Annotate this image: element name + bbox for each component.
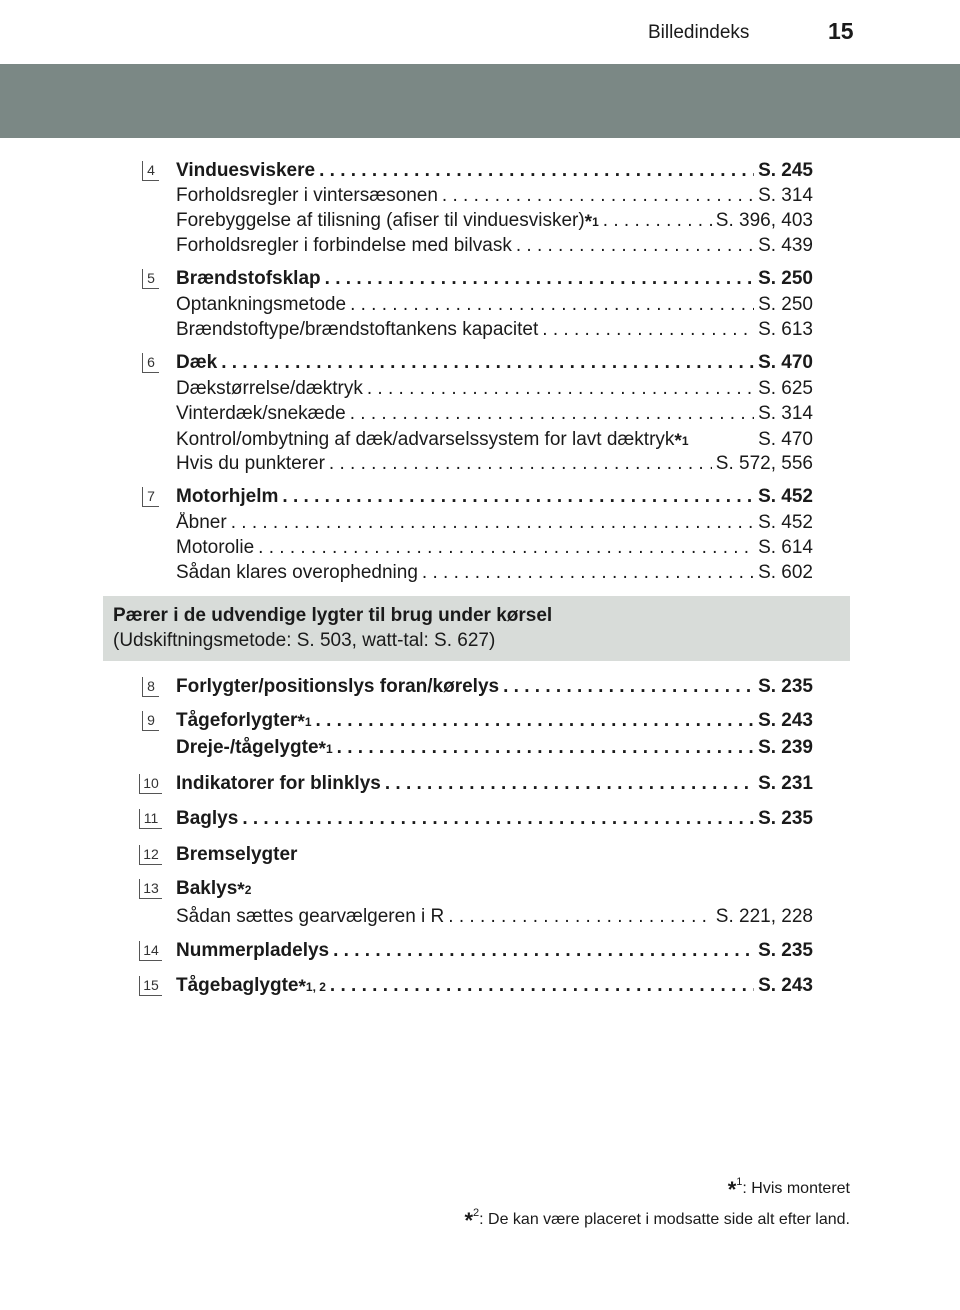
- index-entry: [176, 160, 813, 184]
- index-entry: [176, 975, 813, 999]
- callout-number: 11: [139, 809, 162, 829]
- index-entry: [176, 808, 813, 832]
- callout-number: 9: [142, 711, 159, 731]
- entry-text: Brændstoftype/brændstoftankens kapacitet: [176, 319, 539, 340]
- page-reference[interactable]: S. 243: [758, 710, 813, 731]
- dot-leader: [316, 710, 755, 732]
- footnote-star: *: [464, 1208, 474, 1233]
- entry-text: Tågebaglygte: [176, 975, 299, 996]
- callout-number: 13: [139, 879, 162, 899]
- footnote-ref-mark: 1: [304, 715, 312, 729]
- page-header: [0, 0, 960, 138]
- dot-leader: [337, 737, 754, 759]
- entry-text: Hvis du punkterer: [176, 453, 325, 474]
- entry-text: Brændstofsklap: [176, 268, 321, 289]
- footnote-star: *: [298, 977, 306, 998]
- dot-leader: [367, 378, 754, 400]
- footnote-text: : Hvis monteret: [742, 1180, 850, 1197]
- entry-text: Dæk: [176, 352, 218, 373]
- dot-leader: [242, 808, 754, 830]
- page-reference[interactable]: S. 470: [758, 352, 813, 373]
- callout-number: 7: [142, 487, 159, 507]
- dot-leader: [603, 210, 712, 232]
- entry-text: Sådan klares overophedning: [176, 562, 418, 583]
- page-reference[interactable]: S. 239: [758, 737, 813, 758]
- index-subentry: [176, 319, 813, 343]
- footnote-ref-mark: 1, 2: [305, 980, 326, 994]
- entry-text: Dreje-/tågelygte: [176, 737, 319, 758]
- section-banner: [103, 596, 850, 661]
- footnote-ref: [319, 739, 333, 761]
- index-entry: [176, 710, 813, 734]
- entry-text: Sådan sættes gearvælgeren i R: [176, 906, 445, 927]
- entry-text: Indikatorer for blinklys: [176, 773, 381, 794]
- index-entry: [176, 737, 813, 761]
- callout-number: 15: [139, 976, 162, 996]
- dot-leader: [442, 185, 754, 207]
- dot-leader: [350, 294, 754, 316]
- page-reference[interactable]: S. 250: [758, 268, 813, 289]
- footnote-ref-mark: 2: [244, 883, 252, 897]
- footnote-ref-mark: 1: [592, 215, 599, 229]
- entry-text: Nummerpladelys: [176, 940, 330, 961]
- page-reference[interactable]: S. 314: [758, 185, 813, 206]
- page-reference[interactable]: S. 452: [758, 512, 813, 533]
- footnote-star: *: [318, 739, 326, 760]
- footnote-2: [464, 1207, 850, 1234]
- dot-leader: [258, 537, 754, 559]
- index-subentry: [176, 453, 813, 477]
- entry-text: Baklys: [176, 878, 238, 899]
- dot-leader: [503, 676, 754, 698]
- footnote-star: *: [584, 212, 593, 233]
- entry-text: Vinterdæk/snekæde: [176, 403, 346, 424]
- callout-number: 4: [142, 161, 159, 181]
- entry-text: Motorhjelm: [176, 486, 279, 507]
- page-reference[interactable]: S. 250: [758, 294, 813, 315]
- page-reference[interactable]: S. 314: [758, 403, 813, 424]
- dot-leader: [319, 160, 754, 182]
- dot-leader: [385, 773, 754, 795]
- entry-text: Forlygter/positionslys foran/kørelys: [176, 676, 500, 697]
- banner-title: Pærer i de udvendige lygter til brug under kørsel: [113, 605, 553, 626]
- entry-text: Forholdsregler i forbindelse med bilvask: [176, 235, 512, 256]
- callout-number: 14: [139, 941, 162, 961]
- entry-text: Tågeforlygter: [176, 710, 298, 731]
- header-band: [0, 64, 960, 138]
- index-entry: [176, 773, 813, 797]
- page-reference[interactable]: S. 572, 556: [715, 453, 813, 474]
- footnote-ref: [585, 212, 599, 234]
- index-entry: [176, 878, 813, 902]
- index-subentry: [176, 378, 813, 402]
- footnote-ref-mark: 1: [681, 434, 689, 448]
- callout-number: 10: [139, 774, 162, 794]
- index-entry: [176, 352, 813, 376]
- page-reference[interactable]: S. 243: [758, 975, 813, 996]
- entry-text: Forholdsregler i vintersæsonen: [176, 185, 438, 206]
- entry-text: Forebyggelse af tilisning (afiser til vinduesvisker): [176, 210, 585, 231]
- footnote-star: *: [727, 1177, 737, 1202]
- dot-leader: [448, 906, 712, 928]
- footnote-ref: [298, 977, 325, 999]
- footnote-ref-mark: 1: [325, 742, 333, 756]
- dot-leader: [282, 486, 754, 508]
- callout-number: 6: [142, 353, 159, 373]
- entry-text: Optankningsmetode: [176, 294, 347, 315]
- index-subentry: [176, 185, 813, 209]
- page-reference[interactable]: S. 396, 403: [715, 210, 813, 231]
- page-reference[interactable]: S. 452: [758, 486, 813, 507]
- page-reference[interactable]: S. 235: [758, 940, 813, 961]
- footnote-ref: [674, 431, 688, 453]
- dot-leader: [422, 562, 754, 584]
- footnote-mark: 1: [736, 1176, 743, 1188]
- footnote-1: [728, 1176, 850, 1203]
- entry-text: Dækstørrelse/dæktryk: [176, 378, 363, 399]
- dot-leader: [516, 235, 754, 257]
- page-reference[interactable]: S. 235: [758, 676, 813, 697]
- dot-leader: [330, 975, 754, 997]
- page-reference[interactable]: S. 470: [758, 429, 813, 450]
- footnote-mark: 2: [473, 1207, 480, 1219]
- dot-leader: [329, 453, 712, 475]
- entry-text: Vinduesviskere: [176, 160, 316, 181]
- footnote-text: : De kan være placeret i modsatte side alt efter land.: [479, 1211, 850, 1228]
- callout-number: 8: [142, 677, 159, 697]
- page-reference[interactable]: S. 613: [758, 319, 813, 340]
- index-subentry: [176, 235, 813, 259]
- dot-leader: [231, 512, 754, 534]
- entry-text: Kontrol/ombytning af dæk/advarselssystem for lavt dæktryk: [176, 429, 675, 450]
- index-subentry: [176, 537, 813, 561]
- entry-text: Baglys: [176, 808, 239, 829]
- index-entry: [176, 486, 813, 510]
- footnote-star: *: [237, 880, 245, 901]
- page-reference[interactable]: S. 221, 228: [715, 906, 813, 927]
- footnote-star: *: [674, 431, 682, 452]
- index-subentry: [176, 429, 813, 453]
- footnote-ref: [297, 712, 311, 734]
- footnote-star: *: [297, 712, 305, 733]
- index-entry: [176, 676, 813, 700]
- entry-text: Bremselygter: [176, 844, 298, 865]
- index-entry: [176, 268, 813, 292]
- index-entry: [176, 844, 813, 868]
- page-reference[interactable]: S. 625: [758, 378, 813, 399]
- section-title: Billedindeks: [648, 22, 750, 43]
- dot-leader: [325, 268, 754, 290]
- dot-leader: [333, 940, 754, 962]
- page-reference[interactable]: S. 614: [758, 537, 813, 558]
- index-subentry: [176, 562, 813, 586]
- dot-leader: [221, 352, 754, 374]
- dot-leader: [350, 403, 754, 425]
- banner-subtitle: (Udskiftningsmetode: S. 503, watt-tal: S. 627): [113, 630, 496, 651]
- page-reference[interactable]: S. 231: [758, 773, 813, 794]
- index-subentry: [176, 403, 813, 427]
- index-subentry: [176, 906, 813, 930]
- entry-text: Åbner: [176, 512, 227, 533]
- page-reference[interactable]: S. 245: [758, 160, 813, 181]
- dot-leader: [542, 319, 754, 341]
- page-reference[interactable]: S. 602: [758, 562, 813, 583]
- entry-text: Motorolie: [176, 537, 255, 558]
- index-subentry: [176, 294, 813, 318]
- index-subentry: [176, 210, 813, 234]
- page-number: 15: [828, 18, 854, 44]
- callout-number: 12: [139, 845, 162, 865]
- page-reference[interactable]: S. 439: [758, 235, 813, 256]
- callout-number: 5: [142, 269, 159, 289]
- footnote-ref: [237, 880, 251, 902]
- page-reference[interactable]: S. 235: [758, 808, 813, 829]
- index-subentry: [176, 512, 813, 536]
- index-entry: [176, 940, 813, 964]
